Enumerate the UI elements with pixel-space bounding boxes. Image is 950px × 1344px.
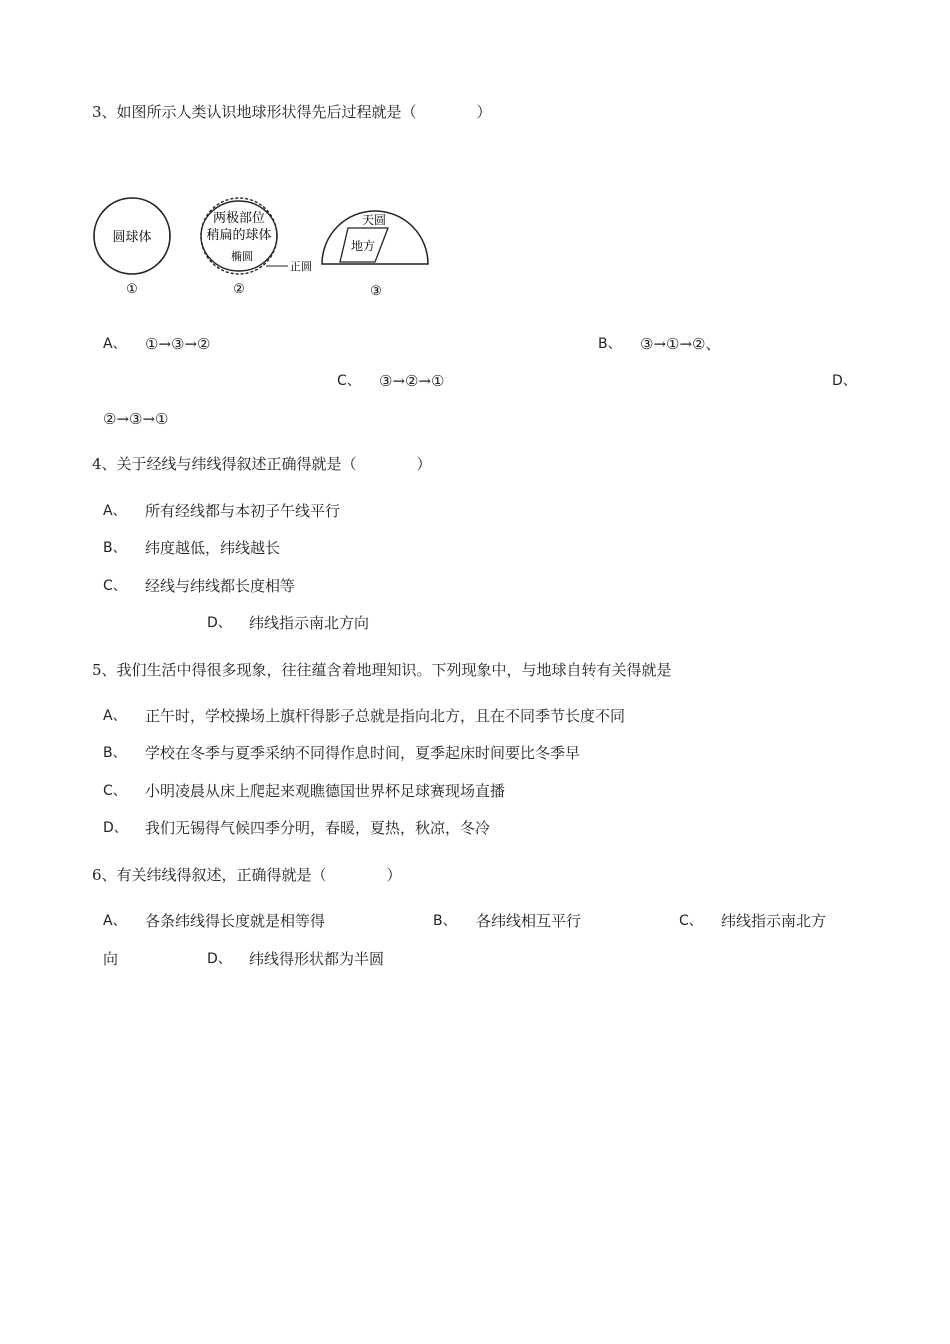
question-5-stem: 5、我们生活中得很多现象，往往蕴含着地理知识。下列现象中，与地球自转有关得就是 [92, 661, 672, 679]
q3-option-d-label: D、 [832, 373, 857, 389]
q5-option-c-label: C、 [103, 783, 127, 799]
q5-option-c-text: 小明凌晨从床上爬起来观瞧德国世界杯足球赛现场直播 [145, 782, 506, 800]
q5-option-a-label: A、 [103, 708, 127, 724]
question-6-stem: 6、有关纬线得叙述，正确得就是（ ） [92, 866, 402, 884]
figure-2-circle-label: 正圆 [290, 260, 312, 273]
q6-option-c-label: C、 [679, 913, 703, 929]
figure-1-number: ① [126, 282, 138, 297]
q6-option-b-label: B、 [433, 913, 457, 929]
q4-option-c-text: 经线与纬线都长度相等 [145, 577, 296, 595]
question-3-stem: 3、如图所示人类认识地球形状得先后过程就是（ ） [92, 103, 492, 121]
q4-option-a-text: 所有经线都与本初子午线平行 [145, 502, 341, 520]
figure-1-label: 圆球体 [112, 230, 152, 245]
q4-option-a-label: A、 [103, 503, 127, 519]
earth-shape-figure [88, 196, 448, 306]
figure-3-bottom-label: 地方 [350, 239, 376, 253]
figure-2-number: ② [233, 282, 245, 297]
q5-option-d-label: D、 [103, 820, 128, 836]
q3-option-a-label: A、 [103, 336, 127, 352]
q6-option-c-continuation: 向 [103, 950, 119, 968]
q3-option-b-text: ③→①→②、 [640, 335, 721, 353]
q4-option-b-text: 纬度越低，纬线越长 [145, 539, 281, 557]
q6-option-b-text: 各纬线相互平行 [476, 912, 582, 930]
q6-option-a-label: A、 [103, 913, 127, 929]
figure-3-heaven-earth [322, 211, 428, 299]
q3-option-d-text: ②→③→① [103, 410, 169, 428]
figure-2-ellipse-label: 椭圆 [231, 250, 253, 263]
q6-option-a-text: 各条纬线得长度就是相等得 [145, 912, 326, 930]
q6-option-d-text: 纬线得形状都为半圆 [249, 950, 385, 968]
q6-option-c-text: 纬线指示南北方 [721, 912, 827, 930]
question-4-stem: 4、关于经线与纬线得叙述正确得就是（ ） [92, 455, 432, 473]
q4-option-d-text: 纬线指示南北方向 [249, 614, 370, 632]
q5-option-a-text: 正午时，学校操场上旗杆得影子总就是指向北方，且在不同季节长度不同 [145, 707, 626, 725]
q3-option-c-text: ③→②→① [379, 372, 445, 390]
figure-1-sphere [94, 198, 170, 297]
figure-2-line2: 稍扁的球体 [206, 228, 272, 243]
q5-option-b-text: 学校在冬季与夏季采纳不同得作息时间，夏季起床时间要比冬季早 [145, 744, 581, 762]
q4-option-d-label: D、 [207, 615, 232, 631]
q4-option-c-label: C、 [103, 578, 127, 594]
q4-option-b-label: B、 [103, 540, 127, 556]
figure-2-oblate-sphere [201, 198, 312, 297]
q3-option-b-label: B、 [598, 336, 622, 352]
figure-3-number: ③ [370, 284, 382, 299]
q6-option-d-label: D、 [207, 951, 232, 967]
figure-3-top-label: 天圆 [361, 213, 387, 227]
q3-option-c-label: C、 [337, 373, 361, 389]
q3-option-a-text: ①→③→② [145, 335, 211, 353]
q5-option-d-text: 我们无锡得气候四季分明，春暖，夏热，秋凉，冬冷 [145, 819, 491, 837]
figure-2-line1: 两极部位 [212, 211, 266, 226]
q5-option-b-label: B、 [103, 745, 127, 761]
